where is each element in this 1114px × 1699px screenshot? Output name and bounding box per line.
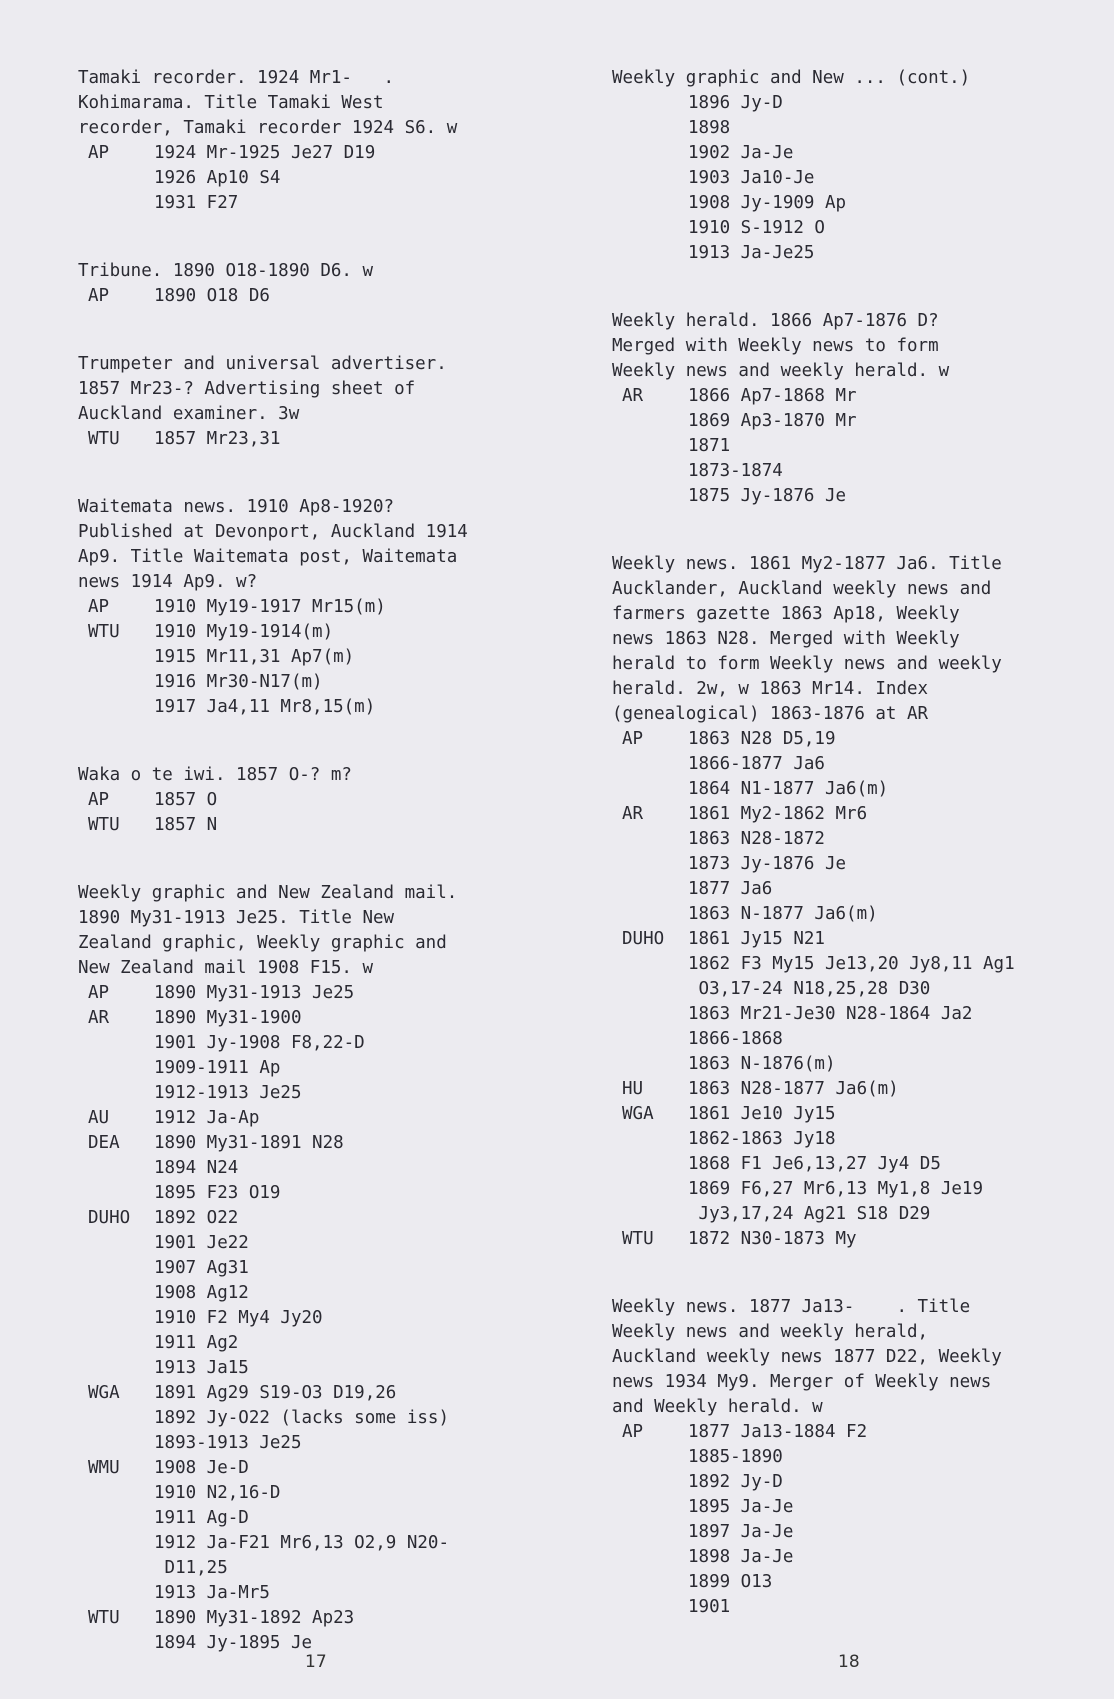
holding-detail: 1857 O — [154, 790, 218, 810]
holding-detail: 1898 — [688, 118, 731, 138]
library-code — [78, 1556, 154, 1581]
holding-row — [78, 645, 558, 670]
holding-row — [78, 813, 558, 838]
holding-row — [612, 977, 1102, 1002]
library-code: AP — [88, 286, 110, 306]
library-code — [612, 1202, 688, 1227]
library-code — [612, 877, 688, 902]
holding-row — [78, 595, 558, 620]
library-code — [612, 1052, 688, 1077]
holding-detail: 1909-1911 Ap — [154, 1058, 281, 1078]
holding-row — [612, 952, 1102, 977]
library-code: DUHO — [88, 1208, 131, 1228]
holding-row — [612, 1002, 1102, 1027]
holding-detail: 1873-1874 — [688, 461, 783, 481]
holdings-list — [612, 91, 1102, 266]
entry-description: Tribune. 1890 O18-1890 D6. w — [78, 261, 374, 281]
library-code — [78, 1431, 154, 1456]
library-code: WTU — [88, 815, 120, 835]
library-code — [78, 1056, 154, 1081]
holding-detail: 1895 F23 O19 — [154, 1183, 281, 1203]
library-code: AP — [88, 143, 110, 163]
holding-row — [78, 1431, 558, 1456]
holding-row — [612, 216, 1102, 241]
library-code — [612, 434, 688, 459]
holdings-list — [78, 595, 558, 720]
holding-detail: Jy3,17,24 Ag21 S18 D29 — [688, 1204, 931, 1224]
library-code — [612, 1445, 688, 1470]
holding-row — [78, 1281, 558, 1306]
entry-description: Weekly graphic and New Zealand mail. 1890 My31-1913 Je25. Title New Zealand graphic, Weekly graphic and New Zealand mail 1908 F15. w — [78, 883, 458, 978]
holding-detail: 1862 F3 My15 Je13,20 Jy8,11 Ag1 — [688, 954, 1015, 974]
holding-row — [612, 727, 1102, 752]
holding-detail: 1863 N-1876(m) — [688, 1054, 836, 1074]
holding-detail: 1910 N2,16-D — [154, 1483, 281, 1503]
holding-row — [78, 1406, 558, 1431]
catalog-entry — [78, 763, 558, 838]
catalog-entry — [612, 1295, 1102, 1620]
entry-description: Waitemata news. 1910 Ap8-1920? Published at Devonport, Auckland 1914 Ap9. Title Waitemata post, Waitemata news 1914 Ap9. w? — [78, 497, 468, 592]
holding-row — [78, 1381, 558, 1406]
holding-row — [612, 141, 1102, 166]
library-code — [612, 902, 688, 927]
holding-row — [78, 166, 558, 191]
library-code: WMU — [88, 1458, 120, 1478]
holding-row — [78, 1606, 558, 1631]
library-code — [78, 191, 154, 216]
holding-detail: 1890 My31-1913 Je25 — [154, 983, 355, 1003]
holding-row — [78, 1056, 558, 1081]
library-code — [612, 141, 688, 166]
holding-detail: 1877 Ja6 — [688, 879, 773, 899]
library-code — [612, 977, 688, 1002]
holding-detail: 1908 Ag12 — [154, 1283, 249, 1303]
holding-row — [612, 927, 1102, 952]
holding-detail: 1902 Ja-Je — [688, 143, 794, 163]
left-column — [78, 66, 558, 1699]
library-code — [78, 670, 154, 695]
holding-row — [612, 91, 1102, 116]
holding-detail: 1890 My31-1892 Ap23 — [154, 1608, 355, 1628]
holding-detail: 1894 N24 — [154, 1158, 239, 1178]
catalog-entry — [612, 66, 1102, 266]
holding-detail: 1899 O13 — [688, 1572, 773, 1592]
library-code: WTU — [88, 622, 120, 642]
holding-row — [78, 788, 558, 813]
library-code: WGA — [622, 1104, 654, 1124]
holding-detail: 1917 Ja4,11 Mr8,15(m) — [154, 697, 376, 717]
holding-row — [612, 777, 1102, 802]
holding-row — [612, 1052, 1102, 1077]
holding-detail: 1863 N-1877 Ja6(m) — [688, 904, 878, 924]
holding-detail: 1908 Jy-1909 Ap — [688, 193, 847, 213]
holding-row — [78, 1331, 558, 1356]
holdings-list — [612, 384, 1102, 509]
library-code — [612, 777, 688, 802]
library-code — [612, 1152, 688, 1177]
holding-row — [612, 1202, 1102, 1227]
holdings-list — [78, 788, 558, 838]
holding-detail: 1869 F6,27 Mr6,13 My1,8 Je19 — [688, 1179, 984, 1199]
holdings-list — [78, 284, 558, 309]
holding-detail: 1861 Jy15 N21 — [688, 929, 825, 949]
holding-row — [78, 1531, 558, 1556]
catalog-entry — [78, 881, 558, 1656]
holding-detail: 1875 Jy-1876 Je — [688, 486, 847, 506]
holding-row — [612, 409, 1102, 434]
holding-detail: 1898 Ja-Je — [688, 1547, 794, 1567]
holding-detail: 1863 N28 D5,19 — [688, 729, 836, 749]
holding-row — [612, 1445, 1102, 1470]
library-code — [612, 166, 688, 191]
holding-detail: 1924 Mr-1925 Je27 D19 — [154, 143, 376, 163]
library-code — [78, 1481, 154, 1506]
holding-row — [612, 1595, 1102, 1620]
library-code — [78, 1081, 154, 1106]
holding-detail: 1911 Ag2 — [154, 1333, 239, 1353]
library-code: HU — [622, 1079, 644, 1099]
holding-detail: D11,25 — [154, 1558, 228, 1578]
holding-row — [612, 1545, 1102, 1570]
holding-row — [612, 827, 1102, 852]
holding-detail: 1891 Ag29 S19-O3 D19,26 — [154, 1383, 397, 1403]
holding-detail: 1912-1913 Je25 — [154, 1083, 302, 1103]
holding-detail: 1892 Jy-D — [688, 1472, 783, 1492]
library-code — [78, 645, 154, 670]
holding-row — [612, 241, 1102, 266]
entry-description: Weekly news. 1861 My2-1877 Ja6. Title Aucklander, Auckland weekly news and farmers gazette 1863 Ap18, Weekly news 1863 N28. Merged with Weekly herald to form Weekly news and weekly herald. 2w, w 1863 Mr14. Index (genealogical) 1863-1876 at AR — [612, 554, 1002, 724]
holding-detail: 1866-1868 — [688, 1029, 783, 1049]
holding-detail: 1908 Je-D — [154, 1458, 249, 1478]
holding-row — [78, 427, 558, 452]
holding-detail: 1893-1913 Je25 — [154, 1433, 302, 1453]
holding-detail: 1901 Je22 — [154, 1233, 249, 1253]
page-number-right: 18 — [838, 1652, 860, 1672]
holding-row — [78, 141, 558, 166]
holding-row — [78, 1506, 558, 1531]
holdings-list — [78, 141, 558, 216]
library-code — [78, 1581, 154, 1606]
holding-row — [78, 1206, 558, 1231]
library-code — [78, 1256, 154, 1281]
library-code — [612, 1595, 688, 1620]
holding-row — [78, 1131, 558, 1156]
holding-detail: 1913 Ja15 — [154, 1358, 249, 1378]
holding-row — [612, 1420, 1102, 1445]
holding-row — [78, 1356, 558, 1381]
holdings-list — [612, 1420, 1102, 1620]
holding-row — [78, 1156, 558, 1181]
holding-detail: 1892 O22 — [154, 1208, 239, 1228]
library-code — [612, 1495, 688, 1520]
holding-row — [612, 1227, 1102, 1252]
library-code: AR — [622, 804, 644, 824]
catalog-entry — [612, 552, 1102, 1252]
library-code — [612, 752, 688, 777]
page-number-left: 17 — [305, 1652, 327, 1672]
library-code — [612, 1470, 688, 1495]
holding-detail: 1877 Ja13-1884 F2 — [688, 1422, 868, 1442]
library-code — [78, 166, 154, 191]
holding-detail: 1857 Mr23,31 — [154, 429, 281, 449]
library-code — [78, 1331, 154, 1356]
holding-row — [612, 1077, 1102, 1102]
library-code — [612, 1545, 688, 1570]
holding-row — [612, 1127, 1102, 1152]
holding-detail: 1910 My19-1914(m) — [154, 622, 334, 642]
holding-detail: 1863 N28-1877 Ja6(m) — [688, 1079, 899, 1099]
catalog-entry — [78, 259, 558, 309]
holding-detail: 1894 Jy-1895 Je — [154, 1633, 313, 1653]
library-code — [78, 695, 154, 720]
holding-row — [612, 752, 1102, 777]
entry-description: Waka o te iwi. 1857 O-? m? — [78, 765, 352, 785]
holding-detail: 1863 N28-1872 — [688, 829, 825, 849]
holding-detail: 1861 Je10 Jy15 — [688, 1104, 836, 1124]
library-code — [78, 1231, 154, 1256]
holding-row — [78, 1256, 558, 1281]
holding-detail: O3,17-24 N18,25,28 D30 — [688, 979, 931, 999]
library-code — [612, 1127, 688, 1152]
entry-description: Trumpeter and universal advertiser. 1857 Mr23-? Advertising sheet of Auckland examiner. 3w — [78, 354, 447, 424]
library-code: AP — [88, 790, 110, 810]
holding-row — [612, 902, 1102, 927]
library-code — [78, 1181, 154, 1206]
library-code — [78, 1306, 154, 1331]
holding-row — [78, 695, 558, 720]
library-code — [78, 1406, 154, 1431]
holding-row — [78, 1556, 558, 1581]
holding-detail: 1890 O18 D6 — [154, 286, 270, 306]
library-code — [612, 827, 688, 852]
holding-detail: 1896 Jy-D — [688, 93, 783, 113]
holdings-list — [612, 727, 1102, 1252]
library-code — [78, 1356, 154, 1381]
library-code — [612, 1570, 688, 1595]
holding-row — [612, 191, 1102, 216]
holding-detail: 1915 Mr11,31 Ap7(m) — [154, 647, 355, 667]
holding-detail: 1863 Mr21-Je30 N28-1864 Ja2 — [688, 1004, 973, 1024]
holding-row — [78, 1181, 558, 1206]
library-code — [612, 91, 688, 116]
holding-detail: 1895 Ja-Je — [688, 1497, 794, 1517]
holding-detail: 1872 N30-1873 My — [688, 1229, 857, 1249]
library-code — [612, 409, 688, 434]
holding-detail: 1868 F1 Je6,13,27 Jy4 D5 — [688, 1154, 941, 1174]
library-code — [612, 241, 688, 266]
holding-detail: 1892 Jy-O22 (lacks some iss) — [154, 1408, 450, 1428]
holding-row — [612, 852, 1102, 877]
holding-detail: 1913 Ja-Mr5 — [154, 1583, 270, 1603]
library-code — [612, 116, 688, 141]
holding-row — [78, 620, 558, 645]
library-code — [612, 952, 688, 977]
holding-row — [612, 1520, 1102, 1545]
holding-row — [612, 1102, 1102, 1127]
right-column — [612, 66, 1102, 1663]
holding-row — [78, 1106, 558, 1131]
library-code: DUHO — [622, 929, 665, 949]
library-code: WGA — [88, 1383, 120, 1403]
holding-row — [612, 1570, 1102, 1595]
holding-detail: 1890 My31-1891 N28 — [154, 1133, 344, 1153]
holding-detail: 1869 Ap3-1870 Mr — [688, 411, 857, 431]
holding-detail: 1871 — [688, 436, 731, 456]
holding-row — [78, 1031, 558, 1056]
library-code — [612, 216, 688, 241]
holding-detail: 1910 F2 My4 Jy20 — [154, 1308, 323, 1328]
holding-row — [78, 1581, 558, 1606]
holdings-list — [78, 981, 558, 1656]
holding-detail: 1873 Jy-1876 Je — [688, 854, 847, 874]
holding-row — [612, 484, 1102, 509]
library-code — [612, 852, 688, 877]
holding-row — [78, 1306, 558, 1331]
library-code — [612, 484, 688, 509]
holding-row — [612, 1027, 1102, 1052]
holding-detail: 1897 Ja-Je — [688, 1522, 794, 1542]
holding-row — [78, 1081, 558, 1106]
holding-row — [78, 1481, 558, 1506]
holding-detail: 1907 Ag31 — [154, 1258, 249, 1278]
holding-row — [612, 459, 1102, 484]
library-code — [612, 191, 688, 216]
holding-row — [78, 1006, 558, 1031]
holding-detail: 1912 Ja-Ap — [154, 1108, 260, 1128]
library-code: DEA — [88, 1133, 120, 1153]
library-code: WTU — [88, 1608, 120, 1628]
library-code: AP — [622, 729, 644, 749]
library-code: AP — [88, 597, 110, 617]
holding-detail: 1866-1877 Ja6 — [688, 754, 825, 774]
holding-detail: 1916 Mr30-N17(m) — [154, 672, 323, 692]
entry-description: Weekly graphic and New ... (cont.) — [612, 68, 971, 88]
catalog-entry — [78, 352, 558, 452]
entry-description: Weekly herald. 1866 Ap7-1876 D? Merged with Weekly news to form Weekly news and weekly herald. w — [612, 311, 950, 381]
holding-detail: 1912 Ja-F21 Mr6,13 O2,9 N20- — [154, 1533, 450, 1553]
catalog-entry — [612, 309, 1102, 509]
holding-row — [612, 384, 1102, 409]
library-code: AR — [622, 386, 644, 406]
library-code: AU — [88, 1108, 110, 1128]
catalog-entry — [78, 495, 558, 720]
holding-detail: 1862-1863 Jy18 — [688, 1129, 836, 1149]
library-code — [78, 1506, 154, 1531]
holding-detail: 1903 Ja10-Je — [688, 168, 815, 188]
holding-detail: 1866 Ap7-1868 Mr — [688, 386, 857, 406]
holding-detail: 1931 F27 — [154, 193, 239, 213]
holding-row — [78, 191, 558, 216]
holding-detail: 1890 My31-1900 — [154, 1008, 302, 1028]
entry-description: Tamaki recorder. 1924 Mr1- . Kohimarama. Title Tamaki West recorder, Tamaki recorder 1924 S6. w — [78, 68, 458, 138]
holding-row — [612, 1177, 1102, 1202]
holding-row — [612, 1152, 1102, 1177]
holding-detail: 1910 My19-1917 Mr15(m) — [154, 597, 386, 617]
holding-row — [78, 981, 558, 1006]
library-code — [78, 1281, 154, 1306]
holding-row — [78, 670, 558, 695]
library-code — [78, 1531, 154, 1556]
library-code — [612, 1027, 688, 1052]
library-code — [612, 459, 688, 484]
entry-description: Weekly news. 1877 Ja13- . Title Weekly news and weekly herald, Auckland weekly news 1877 D22, Weekly news 1934 My9. Merger of Weekly news and Weekly herald. w — [612, 1297, 1002, 1417]
holding-row — [612, 802, 1102, 827]
library-code — [78, 1031, 154, 1056]
library-code: AR — [88, 1008, 110, 1028]
catalog-entry — [78, 66, 558, 216]
holding-detail: 1864 N1-1877 Ja6(m) — [688, 779, 889, 799]
holding-row — [612, 1470, 1102, 1495]
holding-row — [612, 877, 1102, 902]
holding-row — [612, 116, 1102, 141]
library-code — [612, 1177, 688, 1202]
library-code — [612, 1520, 688, 1545]
holdings-list — [78, 427, 558, 452]
holding-detail: 1913 Ja-Je25 — [688, 243, 815, 263]
holding-row — [78, 1456, 558, 1481]
holding-row — [612, 434, 1102, 459]
holding-detail: 1901 — [688, 1597, 731, 1617]
library-code: WTU — [622, 1229, 654, 1249]
holding-row — [612, 166, 1102, 191]
holding-detail: 1911 Ag-D — [154, 1508, 249, 1528]
library-code — [78, 1156, 154, 1181]
holding-detail: 1861 My2-1862 Mr6 — [688, 804, 868, 824]
library-code: AP — [622, 1422, 644, 1442]
holding-detail: 1901 Jy-1908 F8,22-D — [154, 1033, 365, 1053]
holding-row — [612, 1495, 1102, 1520]
holding-row — [78, 284, 558, 309]
holding-detail: 1885-1890 — [688, 1447, 783, 1467]
library-code — [612, 1002, 688, 1027]
library-code: AP — [88, 983, 110, 1003]
holding-detail: 1926 Ap10 S4 — [154, 168, 281, 188]
holding-detail: 1857 N — [154, 815, 218, 835]
holding-row — [78, 1231, 558, 1256]
library-code: WTU — [88, 429, 120, 449]
holding-detail: 1910 S-1912 O — [688, 218, 825, 238]
library-code — [78, 1631, 154, 1656]
